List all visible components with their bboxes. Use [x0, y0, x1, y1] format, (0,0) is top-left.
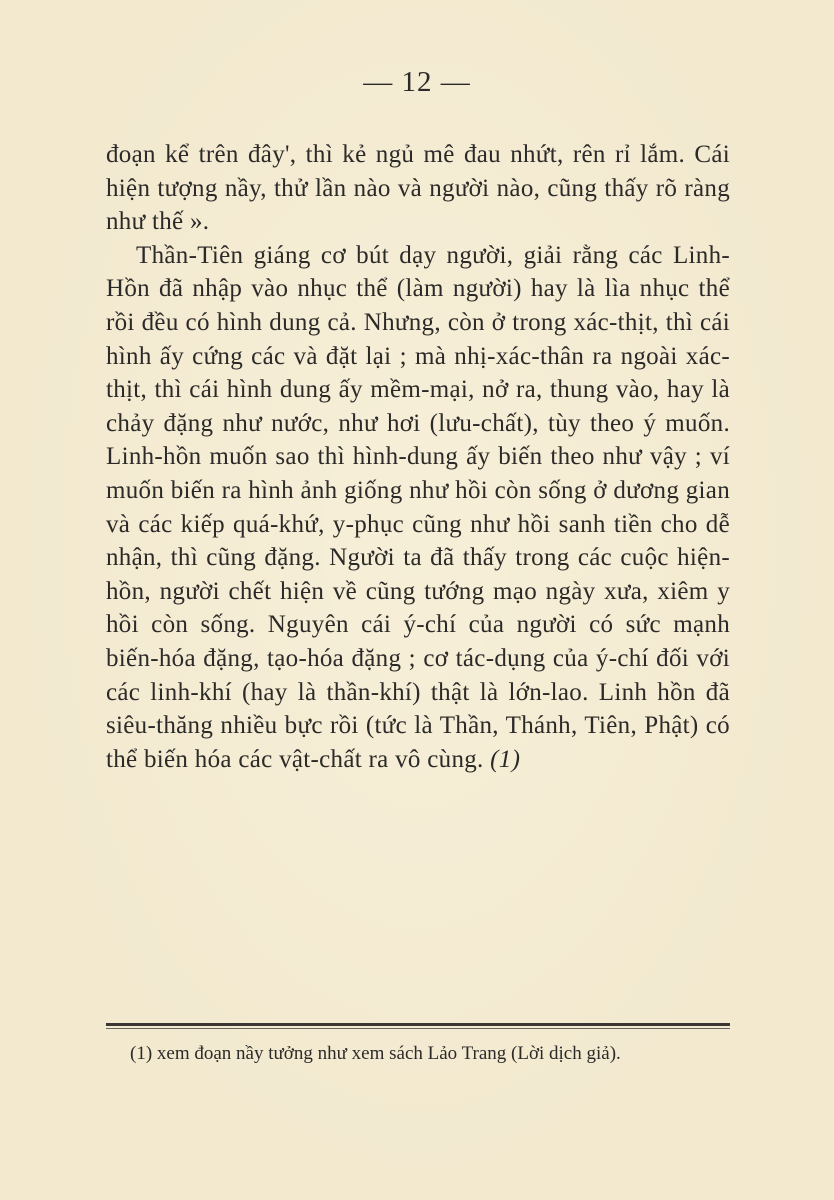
page-number: — 12 — — [363, 66, 471, 98]
paragraph-1: đoạn kể trên đây', thì kẻ ngủ mê đau nhứt, rên rỉ lắm. Cái hiện tượng nầy, thử lần nào và người nào, cũng thấy rõ ràng như thế ». — [106, 141, 730, 236]
footnote-separator-thin — [106, 1028, 730, 1029]
footnote-text: (1) xem đoạn nầy tưởng như xem sách Lảo Trang (Lời dịch giả). — [130, 1043, 621, 1064]
paragraph-2 — [106, 239, 730, 777]
footnote-reference: (1) — [490, 745, 521, 773]
footnote-separator — [106, 1023, 730, 1026]
paragraph-2-text: Thần-Tiên giáng cơ bút dạy người, giải rằng các Linh-Hồn đã nhập vào nhục thể (làm người) hay là lìa nhục thể rồi đều có hình dung cả. Nhưng, còn ở trong xác-thịt, thì cái hình ấy cứng các và đặt lại ; mà nhị-xác-thân ra ngoài xác-thịt, thì cái hình dung ấy mềm-mại, nở ra, thung vào, hay là chảy đặng như nước, như hơi (lưu-chất), tùy theo ý muốn. Linh-hồn muốn sao thì hình-dung ấy biến theo như vậy ; ví muốn biến ra hình ảnh giống như hồi còn sống ở dương gian và các kiếp quá-khứ, y-phục cũng như hồi sanh tiền cho dễ nhận, thì cũng đặng. Người ta đã thấy trong các cuộc hiện-hồn, người chết hiện về cũng tướng mạo ngày xưa, xiêm y hồi còn sống. Nguyên cái ý-chí của người có sức mạnh biến-hóa đặng, tạo-hóa đặng ; cơ tác-dụng của ý-chí đối với các linh-khí (hay là thần-khí) thật là lớn-lao. Linh hồn đã siêu-thăng nhiều bực rồi (tức là Thần, Thánh, Tiên, Phật) có thể biến hóa các vật-chất ra vô cùng. — [106, 241, 730, 773]
body-text — [106, 138, 730, 776]
footnote — [106, 1040, 730, 1068]
